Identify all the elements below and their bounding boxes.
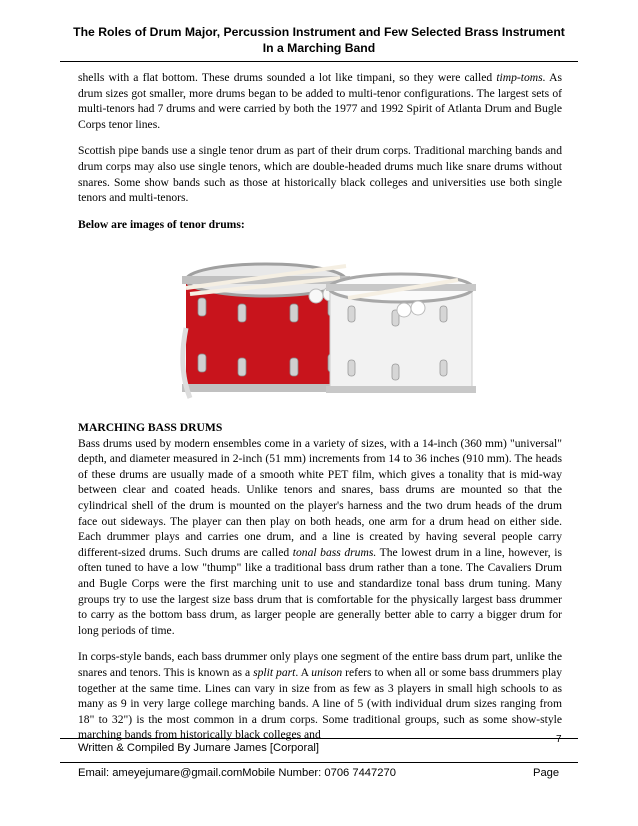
p5-emphasis-split: split part xyxy=(253,665,296,679)
p5-emphasis-unison: unison xyxy=(311,665,343,679)
header-rule xyxy=(60,61,578,62)
p5-text-b: . A xyxy=(295,665,312,679)
p4-text-a: Bass drums used by modern ensembles come in a variety of sizes, with a 14-inch (360 mm) "universal" depth, and diameter measured in 2-inch (51 mm) increments from 14 to 36 inches (910 mm). The heads of these drums are usually made of a smooth white PET film, which gives a tonality that is mid-way between clear and coated heads. Unlike tenors and snares, bass drums are mounted so that the cylindrical shell of the drum is mounted on the player's harness and the two drum heads of the drum face out sideways. The player can then play on both heads, one arm for a drum head on either side. Each drummer plays and carries one drum, and a line is created by having several people carry different-sized drums. Such drums are called xyxy=(78,436,562,559)
paragraph-timp-toms xyxy=(78,70,562,132)
footer-rule-top xyxy=(60,738,578,739)
footer-email: Email: ameyejumare@gmail.comMobile Number: 0706 7447270 xyxy=(78,767,396,779)
white-tenor-drum xyxy=(326,274,476,393)
bass-drums-section xyxy=(78,420,562,754)
header-title-line2: In a Marching Band xyxy=(262,41,376,55)
paragraph-images-intro: Below are images of tenor drums: xyxy=(78,217,245,231)
p4-text-b: The lowest drum in a line, however, is often tuned to have a low "thump" like a traditional bass drum rather than a tone. The Cavaliers Drum and Bugle Corps were the first marching unit to use and standardize tonal bass drum tuning. Many groups try to use the largest size bass drum that is comfortable for the physically largest bass drummer to carry as the bottom bass drum, as larger people are generally better able to carry a bigger drum for long periods of time. xyxy=(78,545,562,637)
p1-text-a: shells with a flat bottom. These drums sounded a lot like timpani, so they were called xyxy=(78,71,497,84)
p5-text-a: In corps-style bands, each bass drummer only plays one segment of the entire bass drum part, unlike the snares and tenors. This is known as a xyxy=(78,650,562,679)
paragraph-corps-style xyxy=(78,649,562,743)
red-tenor-drum xyxy=(182,264,350,398)
p1-emphasis: timp-toms. xyxy=(496,71,546,84)
tenor-drums-photo xyxy=(178,258,480,408)
paragraph-bass-drum-sizes xyxy=(78,436,562,639)
footer-rule-bottom xyxy=(60,762,578,763)
paragraph-scottish-pipe-bands: Scottish pipe bands use a single tenor drum as part of their drum corps. Traditional marching bands and drum corps may also use single tenors, which are double-headed drums much like snare drums without snares. Some show bands such as those at historically black colleges and universities use both single tenors and multi-tenors. xyxy=(78,144,562,205)
p4-emphasis: tonal bass drums. xyxy=(292,545,377,559)
page-number: 7 xyxy=(556,734,562,745)
footer-credit: Written & Compiled By Jumare James [Corporal] xyxy=(78,742,320,754)
header-title-line1: The Roles of Drum Major, Percussion Instrument and Few Selected Brass Instrument xyxy=(73,25,565,39)
p1-text-b: As drum sizes got smaller, more drums began to be added to multi-tenor configurations. The largest sets of multi-tenors had 7 drums and were carried by both the 1977 and 1992 Spirit of Atlanta Drum and Bugle Corps tenor lines. xyxy=(78,71,562,131)
p5-text-c: refers to when all or some bass drummers play together at the same time. Lines can vary in size from as few as 3 players in small high schools to as many as 9 in very large college marching bands. A line of 5 (with individual drum sizes ranging from 18" to 32") is the most common in a drum corps. Some traditional groups, such as some show-style marching bands from historically black colleges and xyxy=(78,665,562,742)
page-header xyxy=(58,24,580,56)
footer-page-label: Page xyxy=(533,767,560,779)
intro-text-block xyxy=(78,70,562,243)
section-heading: MARCHING BASS DRUMS xyxy=(78,421,223,434)
